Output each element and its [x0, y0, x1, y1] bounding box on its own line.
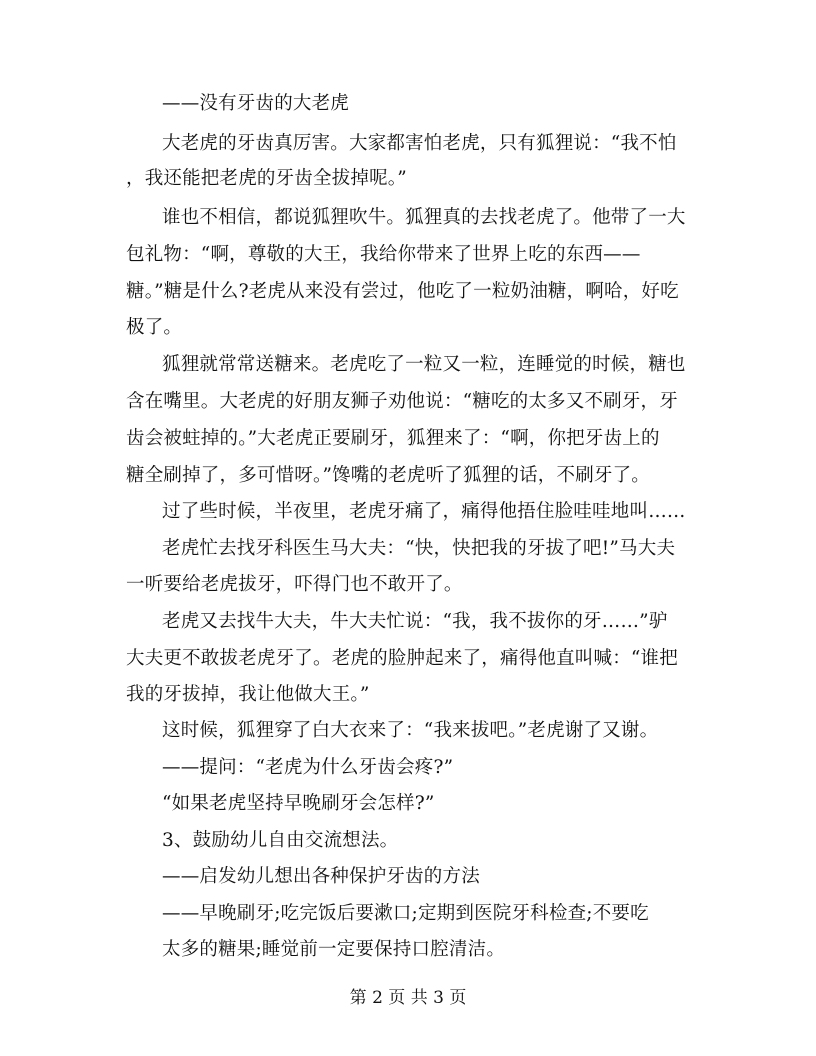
- text-line: 含在嘴里。大老虎的好朋友狮子劝他说：“糖吃的太多又不刷牙，牙: [126, 391, 678, 412]
- text-line: 一听要给老虎拔牙，吓得门也不敢开了。: [126, 574, 463, 595]
- text-line: 大夫更不敢拔老虎牙了。老虎的脸肿起来了，痛得他直叫喊：“谁把: [126, 648, 678, 669]
- text-line: 过了些时候，半夜里，老虎牙痛了，痛得他捂住脸哇哇地叫……: [162, 501, 686, 522]
- text-line: ——提问：“老虎为什么牙齿会疼?”: [162, 757, 454, 778]
- text-line: ——启发幼儿想出各种保护牙齿的方法: [162, 866, 480, 887]
- text-line: 狐狸就常常送糖来。老虎吃了一粒又一粒，连睡觉的时候，糖也: [162, 354, 686, 375]
- text-line: 包礼物：“啊，尊敬的大王，我给你带来了世界上吃的东西——: [126, 244, 641, 265]
- text-line: ——没有牙齿的大老虎: [162, 93, 350, 114]
- text-line: 我的牙拔掉，我让他做大王。”: [126, 684, 370, 705]
- text-line: 糖全刷掉了，多可惜呀。”馋嘴的老虎听了狐狸的话，不刷牙了。: [126, 465, 651, 486]
- text-line: 老虎忙去找牙科医生马大夫：“快，快把我的牙拔了吧!”马大夫: [162, 538, 676, 559]
- text-line: 大老虎的牙齿真厉害。大家都害怕老虎，只有狐狸说：“我不怕: [162, 133, 677, 154]
- text-line: 这时候，狐狸穿了白大衣来了：“我来拔吧。”老虎谢了又谢。: [162, 720, 659, 741]
- text-line: 极了。: [126, 317, 183, 338]
- text-line: 齿会被蛀掉的。”大老虎正要刷牙，狐狸来了：“啊，你把牙齿上的: [126, 428, 660, 449]
- page-footer: 第 2 页 共 3 页: [349, 988, 467, 1008]
- text-line: 太多的糖果;睡觉前一定要保持口腔清洁。: [162, 939, 506, 960]
- text-line: ，我还能把老虎的牙齿全拔掉呢。”: [126, 168, 407, 189]
- text-line: 3、鼓励幼儿自由交流想法。: [162, 830, 399, 851]
- text-line: 糖。”糖是什么?老虎从来没有尝过，他吃了一粒奶油糖，啊哈，好吃: [126, 281, 679, 302]
- text-line: 谁也不相信，都说狐狸吹牛。狐狸真的去找老虎了。他带了一大: [162, 207, 686, 228]
- text-line: “如果老虎坚持早晚刷牙会怎样?”: [162, 793, 435, 814]
- text-line: ——早晚刷牙;吃完饭后要漱口;定期到医院牙科检查;不要吃: [162, 903, 649, 924]
- text-line: 老虎又去找牛大夫，牛大夫忙说：“我，我不拔你的牙……”驴: [162, 611, 668, 632]
